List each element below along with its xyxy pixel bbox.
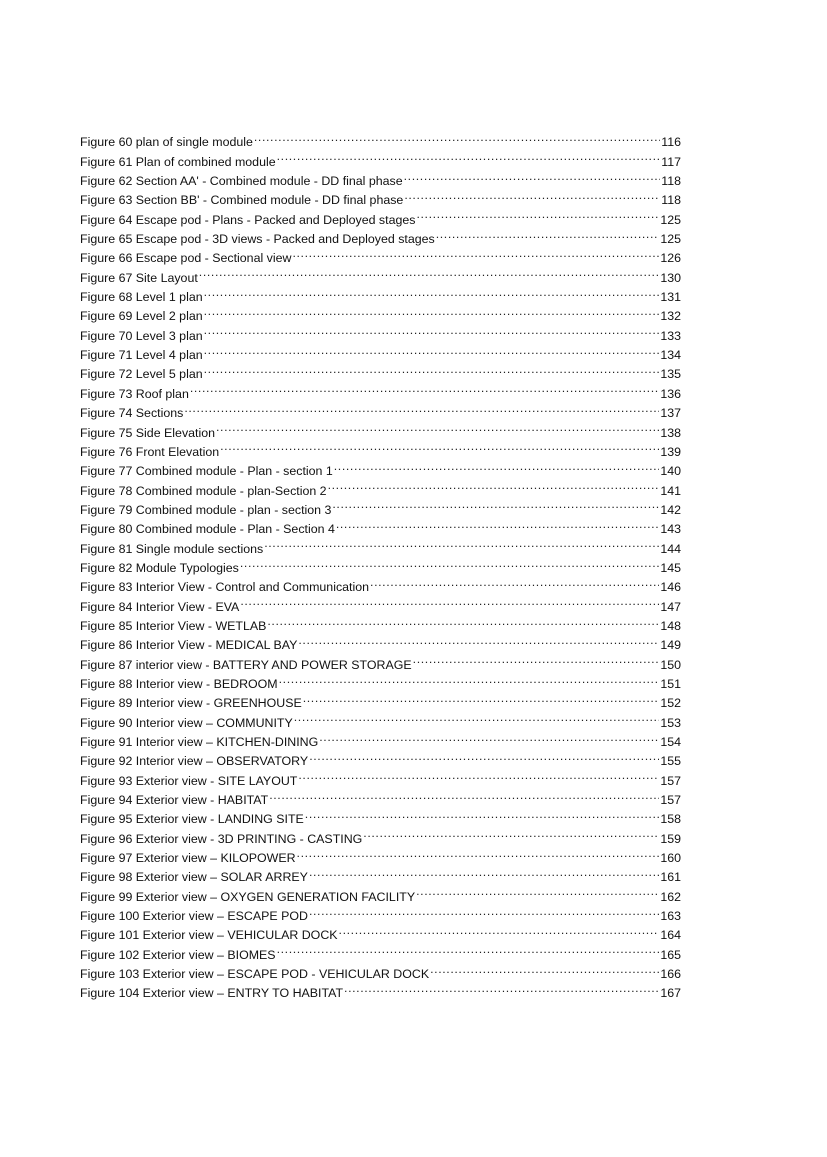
dot-leader	[267, 611, 659, 630]
dot-leader	[319, 727, 659, 746]
toc-entry-label: Figure 100 Exterior view – ESCAPE POD	[80, 909, 308, 924]
dot-leader	[303, 688, 660, 707]
dot-leader	[240, 591, 659, 610]
toc-entry-label: Figure 90 Interior view – COMMUNITY	[80, 715, 293, 730]
dot-leader	[264, 533, 659, 552]
toc-entry-page-number: 144	[660, 541, 681, 556]
toc-entry-label: Figure 68 Level 1 plan	[80, 290, 203, 305]
dot-leader	[416, 204, 659, 223]
toc-entry-page-number: 157	[660, 793, 681, 808]
toc-entry-label: Figure 72 Level 5 plan	[80, 367, 203, 382]
toc-entry-label: Figure 93 Exterior view - SITE LAYOUT	[80, 773, 298, 788]
dot-leader	[216, 417, 659, 436]
toc-entry-page-number: 139	[660, 444, 681, 459]
toc-entry-page-number: 155	[660, 754, 681, 769]
toc-entry-label: Figure 69 Level 2 plan	[80, 309, 203, 324]
toc-entry-page-number: 132	[660, 309, 681, 324]
dot-leader	[184, 398, 659, 417]
toc-entry-page-number: 137	[660, 406, 681, 421]
toc-entry-label: Figure 92 Interior view – OBSERVATORY	[80, 754, 309, 769]
dot-leader	[309, 862, 659, 881]
toc-entry-page-number: 136	[660, 386, 681, 401]
toc-entry-page-number: 118	[661, 193, 681, 208]
toc-entry-page-number: 138	[660, 425, 681, 440]
toc-entry-label: Figure 99 Exterior view – OXYGEN GENERATION FACILITY	[80, 889, 416, 904]
toc-entry-label: Figure 75 Side Elevation	[80, 425, 216, 440]
toc-entry-label: Figure 97 Exterior view – KILOPOWER	[80, 851, 296, 866]
toc-entry-page-number: 118	[661, 174, 681, 189]
toc-entry-page-number: 116	[661, 135, 681, 150]
toc-entry-page-number: 164	[660, 928, 681, 943]
dot-leader	[254, 127, 660, 146]
toc-entry-label: Figure 85 Interior View - WETLAB	[80, 618, 267, 633]
toc-entry-label: Figure 81 Single module sections	[80, 541, 264, 556]
toc-entry-page-number: 153	[660, 715, 681, 730]
toc-entry-page-number: 135	[660, 367, 681, 382]
toc-entry-page-number: 157	[660, 773, 681, 788]
dot-leader	[305, 804, 660, 823]
toc-entry-page-number: 165	[660, 947, 681, 962]
toc-entry-label: Figure 88 Interior view - BEDROOM	[80, 676, 278, 691]
toc-entry-label: Figure 74 Sections	[80, 406, 184, 421]
dot-leader	[332, 495, 659, 514]
toc-entry-page-number: 125	[660, 212, 681, 227]
dot-leader	[240, 553, 659, 572]
dot-leader	[204, 359, 660, 378]
toc-entry-label: Figure 70 Level 3 plan	[80, 328, 203, 343]
toc-entry-label: Figure 61 Plan of combined module	[80, 154, 276, 169]
toc-entry-page-number: 146	[660, 580, 681, 595]
dot-leader	[309, 901, 659, 920]
dot-leader	[363, 823, 659, 842]
list-of-figures	[80, 127, 681, 1001]
toc-entry-page-number: 142	[660, 502, 681, 517]
dot-leader	[297, 843, 660, 862]
toc-entry-label: Figure 82 Module Typologies	[80, 560, 239, 575]
dot-leader	[298, 630, 659, 649]
dot-leader	[344, 978, 659, 997]
toc-entry-label: Figure 89 Interior view - GREENHOUSE	[80, 696, 302, 711]
toc-entry-label: Figure 103 Exterior view – ESCAPE POD - VEHICULAR DOCK	[80, 967, 430, 982]
toc-entry-label: Figure 104 Exterior view – ENTRY TO HABITAT	[80, 986, 344, 1001]
toc-entry-page-number: 162	[660, 889, 681, 904]
toc-entry-label: Figure 95 Exterior view - LANDING SITE	[80, 812, 304, 827]
dot-leader	[436, 224, 660, 243]
dot-leader	[277, 939, 660, 958]
toc-entry-label: Figure 79 Combined module - plan - section 3	[80, 502, 332, 517]
toc-entry-page-number: 166	[660, 967, 681, 982]
toc-entry-page-number: 130	[660, 270, 681, 285]
dot-leader	[416, 881, 659, 900]
toc-entry-page-number: 125	[660, 232, 681, 247]
toc-entry-page-number: 148	[660, 618, 681, 633]
toc-entry-page-number: 143	[660, 522, 681, 537]
toc-entry-label: Figure 91 Interior view – KITCHEN-DINING	[80, 735, 319, 749]
dot-leader	[334, 456, 660, 475]
toc-entry-label: Figure 84 Interior View - EVA	[80, 599, 240, 614]
toc-entry-label: Figure 66 Escape pod - Sectional view	[80, 251, 292, 266]
dot-leader	[279, 669, 660, 688]
dot-leader	[339, 920, 660, 939]
toc-entry-label: Figure 78 Combined module - plan-Section 2	[80, 483, 327, 498]
dot-leader	[220, 437, 659, 456]
toc-entry-label: Figure 71 Level 4 plan	[80, 348, 203, 363]
toc-entry-label: Figure 94 Exterior view - HABITAT	[80, 793, 269, 808]
dot-leader	[370, 572, 659, 591]
toc-entry-page-number: 133	[660, 328, 681, 343]
dot-leader	[292, 243, 659, 262]
toc-entry-page-number: 158	[660, 812, 681, 827]
toc-entry-page-number: 140	[660, 464, 681, 479]
toc-entry-page-number: 159	[660, 831, 681, 846]
dot-leader	[277, 146, 661, 165]
toc-entry-page-number: 134	[660, 348, 681, 363]
toc-entry-label: Figure 83 Interior View - Control and Communication	[80, 580, 370, 595]
toc-entry-page-number: 149	[660, 638, 681, 653]
toc-entry-page-number: 160	[660, 851, 681, 866]
dot-leader	[404, 166, 661, 185]
toc-entry-label: Figure 101 Exterior view – VEHICULAR DOCK	[80, 928, 338, 943]
dot-leader	[269, 785, 659, 804]
dot-leader	[328, 475, 660, 494]
toc-entry-label: Figure 62 Section AA' - Combined module - DD final phase	[80, 174, 403, 189]
toc-entry-label: Figure 98 Exterior view – SOLAR ARREY	[80, 870, 308, 885]
dot-leader	[298, 765, 659, 784]
toc-entry-page-number: 152	[660, 696, 681, 711]
toc-entry-label: Figure 96 Exterior view - 3D PRINTING - CASTING	[80, 831, 363, 846]
toc-entry-label: Figure 65 Escape pod - 3D views - Packed and Deployed stages	[80, 232, 435, 247]
dot-leader	[199, 262, 660, 281]
dot-leader	[404, 185, 660, 204]
toc-entry-label: Figure 87 interior view - BATTERY AND POWER STORAGE	[80, 657, 412, 672]
dot-leader	[204, 301, 660, 320]
toc-entry-label: Figure 63 Section BB' - Combined module - DD final phase	[80, 193, 404, 208]
toc-entry-label: Figure 102 Exterior view – BIOMES	[80, 947, 276, 962]
dot-leader	[294, 707, 660, 726]
toc-entry-label: Figure 64 Escape pod - Plans - Packed and Deployed stages	[80, 212, 416, 227]
toc-entry-label: Figure 76 Front Elevation	[80, 444, 220, 459]
dot-leader	[336, 514, 659, 533]
toc-entry-page-number: 141	[660, 483, 681, 498]
toc-entry-page-number: 150	[660, 657, 681, 672]
toc-entry-label: Figure 73 Roof plan	[80, 386, 189, 401]
toc-entry[interactable]	[80, 127, 681, 150]
dot-leader	[430, 959, 659, 978]
dot-leader	[204, 282, 660, 301]
toc-entry-page-number: 154	[660, 735, 681, 749]
toc-entry-page-number: 147	[660, 599, 681, 614]
toc-entry-label: Figure 67 Site Layout	[80, 270, 198, 285]
toc-entry-page-number: 161	[660, 870, 681, 885]
toc-entry-page-number: 163	[660, 909, 681, 924]
toc-entry-page-number: 151	[660, 676, 681, 691]
dot-leader	[413, 649, 660, 668]
toc-entry-page-number: 126	[660, 251, 681, 266]
dot-leader	[190, 378, 659, 397]
toc-entry-label: Figure 77 Combined module - Plan - section 1	[80, 464, 333, 479]
dot-leader	[204, 340, 660, 359]
toc-entry-page-number: 167	[660, 986, 681, 1001]
dot-leader	[309, 746, 659, 765]
toc-entry-label: Figure 80 Combined module - Plan - Section 4	[80, 522, 335, 537]
dot-leader	[204, 320, 660, 339]
toc-entry-page-number: 131	[660, 290, 681, 305]
toc-entry-page-number: 145	[660, 560, 681, 575]
toc-entry-label: Figure 86 Interior View - MEDICAL BAY	[80, 638, 298, 653]
toc-entry-label: Figure 60 plan of single module	[80, 135, 253, 150]
toc-entry-page-number: 117	[661, 154, 681, 169]
